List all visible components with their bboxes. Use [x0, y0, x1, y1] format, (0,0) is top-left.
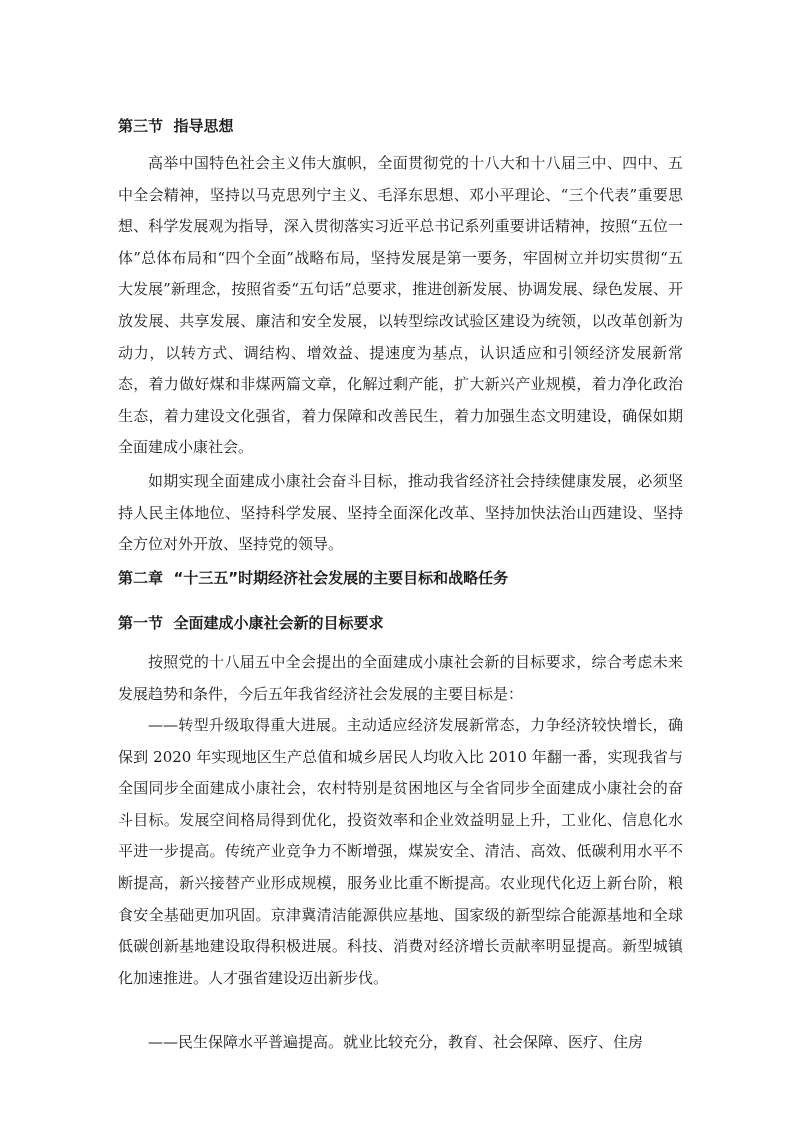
paragraph-requirements: 如期实现全面建成小康社会奋斗目标，推动我省经济社会持续健康发展，必须坚持人民主体地位、坚持科学发展、坚持全面深化改革、坚持加快法治山西建设、坚持全方位对外开放、坚持党的领导。 — [118, 472, 683, 554]
chapter-heading-2: 第二章 “十三五”时期经济社会发展的主要目标和战略任务 — [118, 569, 509, 587]
paragraph-livelihood: ——民生保障水平普遍提高。就业比较充分，教育、社会保障、医疗、住房 — [148, 1033, 644, 1051]
section-heading-targets: 第一节 全面建成小康社会新的目标要求 — [118, 614, 384, 632]
paragraph-intro-targets: 按照党的十八届五中全会提出的全面建成小康社会新的目标要求，综合考虑未来发展趋势和条件，今后五年我省经济社会发展的主要目标是： — [118, 653, 683, 703]
paragraph-transformation-upgrade: ——转型升级取得重大进展。主动适应经济发展新常态，力争经济较快增长，确保到 2020 年实现地区生产总值和城乡居民人均收入比 2010 年翻一番，实现我省与全国同步全面建成小康社会，农村特别是贫困地区与全省同步全面建成小康社会的奋斗目标。发展空间格局得到优化，投资效率和企业效益明显上升，工业化、信息化水平进一步提高。传统产业竞争力不断增强，煤炭安全、清洁、高效、低碳利用水平不断提高，新兴接替产业形成规模，服务业比重不断提高。农业现代化迈上新台阶，粮食安全基础更加巩固。京津冀清洁能源供应基地、国家级的新型综合能源基地和全球低碳创新基地建设取得积极进展。科技、消费对经济增长贡献率明显提高。新型城镇化加速推进。人才强省建设迈出新步伐。 — [118, 716, 683, 987]
section-heading-guiding-ideology: 第三节 指导思想 — [118, 117, 234, 135]
paragraph-guiding-ideology: 高举中国特色社会主义伟大旗帜，全面贯彻党的十八大和十八届三中、四中、五中全会精神，坚持以马克思列宁主义、毛泽东思想、邓小平理论、“三个代表”重要思想、科学发展观为指导，深入贯彻落实习近平总书记系列重要讲话精神，按照“五位一体”总体布局和“四个全面”战略布局，坚持发展是第一要务，牢固树立并切实贯彻“五大发展”新理念，按照省委“五句话”总要求，推进创新发展、协调发展、绿色发展、开放发展、共享发展、廉洁和安全发展，以转型综改试验区建设为统领，以改革创新为动力，以转方式、调结构、增效益、提速度为基点，认识适应和引领经济发展新常态，着力做好煤和非煤两篇文章，化解过剩产能，扩大新兴产业规模，着力净化政治生态，着力建设文化强省，着力保障和改善民生，着力加强生态文明建设，确保如期全面建成小康社会。 — [118, 154, 683, 457]
